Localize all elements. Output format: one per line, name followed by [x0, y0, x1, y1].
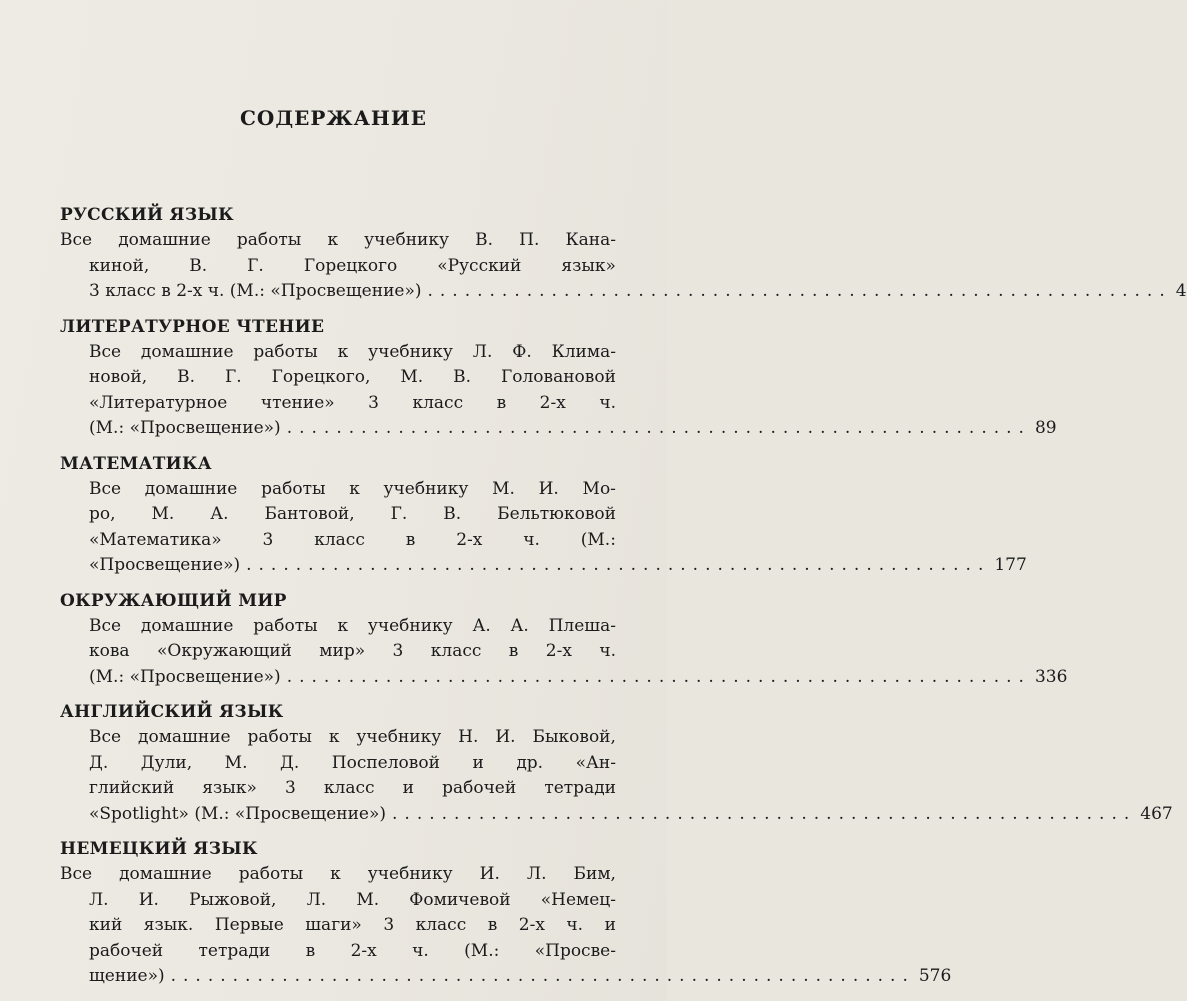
- entry-word: 2-х: [539, 392, 566, 413]
- entry-word: А.: [472, 615, 491, 636]
- dot-leader: ............................................................: [286, 666, 1031, 687]
- entry-word: Клима-: [551, 341, 616, 362]
- entry-word: Кана-: [565, 230, 616, 250]
- entry-word: И.: [479, 864, 500, 884]
- toc-section: [60, 451, 1027, 579]
- page-number: 4: [1175, 281, 1187, 301]
- entry-word: 3: [383, 915, 395, 935]
- entry-word: Бим,: [573, 864, 616, 884]
- entry-word: ч.: [566, 915, 584, 935]
- entry-word: учебнику: [367, 615, 453, 636]
- entry-word: домашние: [144, 478, 238, 499]
- entry-word: класс: [412, 392, 464, 413]
- entry-word: домашние: [119, 864, 212, 884]
- entry-word: Л.: [526, 864, 547, 884]
- entry-last-line: [60, 964, 952, 990]
- entry-word: М.: [492, 478, 515, 499]
- section-title: МАТЕМАТИКА: [60, 453, 212, 474]
- entry-word: Все: [89, 478, 122, 499]
- section-title: НЕМЕЦКИЙ ЯЗЫК: [60, 839, 258, 859]
- dot-leader: ............................................................: [286, 418, 1031, 438]
- entry-last-line: [60, 279, 1187, 305]
- entry-word: Первые: [214, 915, 284, 935]
- entry-word: домашние: [118, 230, 211, 250]
- entry-word: 3: [392, 641, 404, 661]
- entry-word: И.: [538, 478, 559, 499]
- entry-word: к: [337, 341, 349, 362]
- entry-word: 2-х: [456, 529, 483, 550]
- entry-word: мир»: [319, 641, 366, 661]
- entry-word: И.: [138, 889, 159, 910]
- entry-word: Поспеловой: [331, 752, 440, 773]
- entry-word: Г.: [247, 255, 264, 276]
- entry-word: к: [349, 478, 360, 499]
- entry-last-text: (М.: «Просвещение»): [89, 666, 281, 687]
- entry-word: Ф.: [512, 341, 532, 362]
- table-of-contents: [60, 202, 1187, 999]
- entry-word: домашние: [138, 727, 231, 747]
- entry-word: В.: [177, 367, 195, 387]
- entry-last-text: «Spotlight» (М.: «Просвещение»): [89, 803, 387, 824]
- entry-word: ч.: [523, 529, 540, 550]
- entry-word: рабочей: [89, 940, 164, 961]
- entry-word: Н.: [458, 727, 479, 747]
- entry-word: к: [328, 727, 340, 747]
- entry-word: учебнику: [356, 727, 442, 747]
- entry-word: язык.: [143, 915, 194, 935]
- entry-last-text: (М.: «Просвещение»): [89, 418, 281, 438]
- entry-word: учебнику: [383, 478, 469, 499]
- entry-word: 3: [368, 392, 379, 413]
- entry-word: класс: [415, 915, 467, 935]
- entry-word: Л.: [89, 889, 109, 910]
- entry-word: работы: [253, 341, 318, 362]
- entry-word: чтение»: [260, 392, 335, 413]
- entry-word: 2-х: [518, 915, 545, 935]
- entry-word: Все: [89, 341, 122, 362]
- entry-word: домашние: [140, 615, 234, 636]
- entry-word: кий: [89, 915, 123, 935]
- entry-word: Горецкого: [303, 255, 398, 276]
- entry-word: М.: [400, 367, 424, 387]
- entry-word: Мо-: [582, 478, 616, 499]
- entry-word: Л.: [472, 341, 493, 362]
- dot-leader: ............................................................: [246, 555, 991, 575]
- entry-word: кова: [89, 641, 130, 661]
- entry-word: работы: [247, 727, 312, 747]
- entry-word: «Математика»: [89, 529, 222, 550]
- entry-word: и: [604, 915, 616, 935]
- entry-word: В.: [475, 230, 494, 250]
- entry-word: и: [472, 752, 484, 773]
- page-number: 177: [994, 555, 1027, 575]
- entry-text-line: [60, 888, 616, 914]
- entry-word: учебнику: [368, 341, 453, 362]
- entry-word: ч.: [599, 392, 616, 413]
- entry-text-line: [60, 725, 616, 751]
- entry-word: работы: [238, 864, 304, 884]
- entry-last-line: [60, 416, 1057, 442]
- entry-word: 2-х: [350, 940, 377, 961]
- entry-word: шаги»: [305, 915, 362, 935]
- entry-word: Все: [60, 230, 93, 250]
- entry-word: др.: [516, 752, 544, 773]
- entry-word: ро,: [89, 504, 116, 524]
- entry-word: Г.: [390, 504, 408, 524]
- entry-text-line: [60, 614, 616, 640]
- page-number: 336: [1034, 666, 1068, 687]
- entry-word: «Русский: [437, 255, 522, 276]
- entry-word: В.: [443, 504, 462, 524]
- entry-word: в: [508, 641, 519, 661]
- section-title: РУССКИЙ ЯЗЫК: [60, 205, 234, 225]
- page-number: 467: [1140, 803, 1173, 824]
- toc-section: [60, 699, 1173, 827]
- dot-leader: ............................................................: [427, 281, 1172, 301]
- entry-word: класс: [430, 641, 482, 661]
- section-title: АНГЛИЙСКИЙ ЯЗЫК: [60, 702, 284, 722]
- entry-word: Д.: [89, 752, 109, 773]
- entry-word: А.: [510, 615, 529, 636]
- entry-word: «Литературное: [89, 392, 228, 413]
- entry-word: Рыжовой,: [189, 889, 277, 910]
- entry-word: ч.: [599, 641, 616, 661]
- entry-text-line: [60, 254, 616, 280]
- entry-word: В.: [189, 255, 208, 276]
- dot-leader: ............................................................: [392, 803, 1137, 824]
- entry-word: «Просве-: [534, 940, 616, 961]
- entry-text-line: [60, 391, 616, 417]
- entry-word: работы: [261, 478, 326, 499]
- entry-word: «Ан-: [575, 752, 616, 773]
- entry-text-line: [60, 776, 616, 802]
- entry-last-line: [60, 802, 1173, 828]
- entry-text-line: [60, 477, 616, 503]
- entry-word: «Окружающий: [156, 641, 292, 661]
- entry-word: ч.: [412, 940, 429, 961]
- entry-word: Быковой,: [532, 727, 616, 747]
- toc-section: [60, 202, 1187, 305]
- entry-word: класс: [314, 529, 365, 550]
- dot-leader: ............................................................: [170, 966, 915, 986]
- entry-word: Дули,: [140, 752, 193, 773]
- entry-word: 3: [284, 778, 296, 798]
- entry-text-line: [60, 862, 616, 888]
- toc-section: [60, 314, 1057, 442]
- entry-last-text: «Просвещение»): [89, 555, 241, 575]
- entry-word: Л.: [306, 889, 327, 910]
- entry-word: класс: [323, 778, 375, 798]
- entry-word: в: [487, 915, 498, 935]
- entry-word: в: [405, 529, 416, 550]
- entry-word: новой,: [89, 367, 148, 387]
- entry-word: (М.:: [464, 940, 500, 961]
- entry-word: И.: [495, 727, 516, 747]
- entry-text-line: [60, 913, 616, 939]
- entry-text-line: [60, 228, 616, 254]
- toc-section: [60, 588, 1068, 691]
- section-title: ЛИТЕРАТУРНОЕ ЧТЕНИЕ: [60, 316, 325, 337]
- entry-last-text: 3 класс в 2-х ч. (М.: «Просвещение»): [89, 281, 422, 301]
- entry-word: глийский: [89, 778, 175, 798]
- entry-word: работы: [236, 230, 302, 250]
- page-title: СОДЕРЖАНИЕ: [240, 106, 427, 130]
- entry-word: Д.: [280, 752, 300, 773]
- entry-word: рабочей: [442, 778, 517, 798]
- entry-word: П.: [519, 230, 540, 250]
- entry-last-line: [60, 553, 1027, 579]
- entry-word: в: [496, 392, 507, 413]
- entry-word: Все: [89, 615, 122, 636]
- entry-word: домашние: [140, 341, 234, 362]
- entry-word: в: [305, 940, 316, 961]
- entry-text-line: [60, 502, 616, 528]
- entry-word: М.: [224, 752, 248, 773]
- entry-word: Бельтюковой: [497, 504, 616, 524]
- entry-word: работы: [253, 615, 318, 636]
- entry-word: Головановой: [501, 367, 616, 387]
- entry-text-line: [60, 751, 616, 777]
- entry-word: язык»: [561, 255, 616, 276]
- entry-word: Фомичевой: [409, 889, 511, 910]
- entry-word: язык»: [202, 778, 257, 798]
- entry-word: к: [330, 864, 341, 884]
- entry-word: Все: [60, 864, 93, 884]
- entry-word: А.: [210, 504, 229, 524]
- entry-word: Г.: [224, 367, 242, 387]
- entry-last-line: [60, 665, 1068, 691]
- entry-word: Горецкого,: [271, 367, 371, 387]
- entry-word: М.: [356, 889, 380, 910]
- section-title: ОКРУЖАЮЩИЙ МИР: [60, 590, 287, 611]
- entry-word: учебнику: [364, 230, 449, 250]
- entry-last-text: щение»): [89, 966, 165, 986]
- entry-word: к: [327, 230, 339, 250]
- entry-text-line: [60, 340, 616, 366]
- entry-word: к: [337, 615, 349, 636]
- entry-word: 3: [262, 529, 274, 550]
- entry-text-line: [60, 639, 616, 665]
- entry-text-line: [60, 939, 616, 965]
- entry-text-line: [60, 528, 616, 554]
- page-number: 89: [1034, 418, 1057, 438]
- entry-word: и: [402, 778, 414, 798]
- entry-word: Бантовой,: [264, 504, 355, 524]
- entry-word: «Немец-: [540, 889, 616, 910]
- entry-text-line: [60, 365, 616, 391]
- entry-word: В.: [453, 367, 472, 387]
- entry-word: Все: [89, 727, 122, 747]
- entry-word: учебнику: [367, 864, 453, 884]
- toc-section: [60, 836, 952, 990]
- entry-word: М.: [151, 504, 175, 524]
- entry-word: тетради: [544, 778, 616, 798]
- page-number: 576: [918, 966, 952, 986]
- entry-word: киной,: [89, 255, 150, 276]
- entry-word: (М.:: [580, 529, 616, 550]
- entry-word: 2-х: [545, 641, 572, 661]
- entry-word: Плеша-: [548, 615, 616, 636]
- entry-word: тетради: [198, 940, 271, 961]
